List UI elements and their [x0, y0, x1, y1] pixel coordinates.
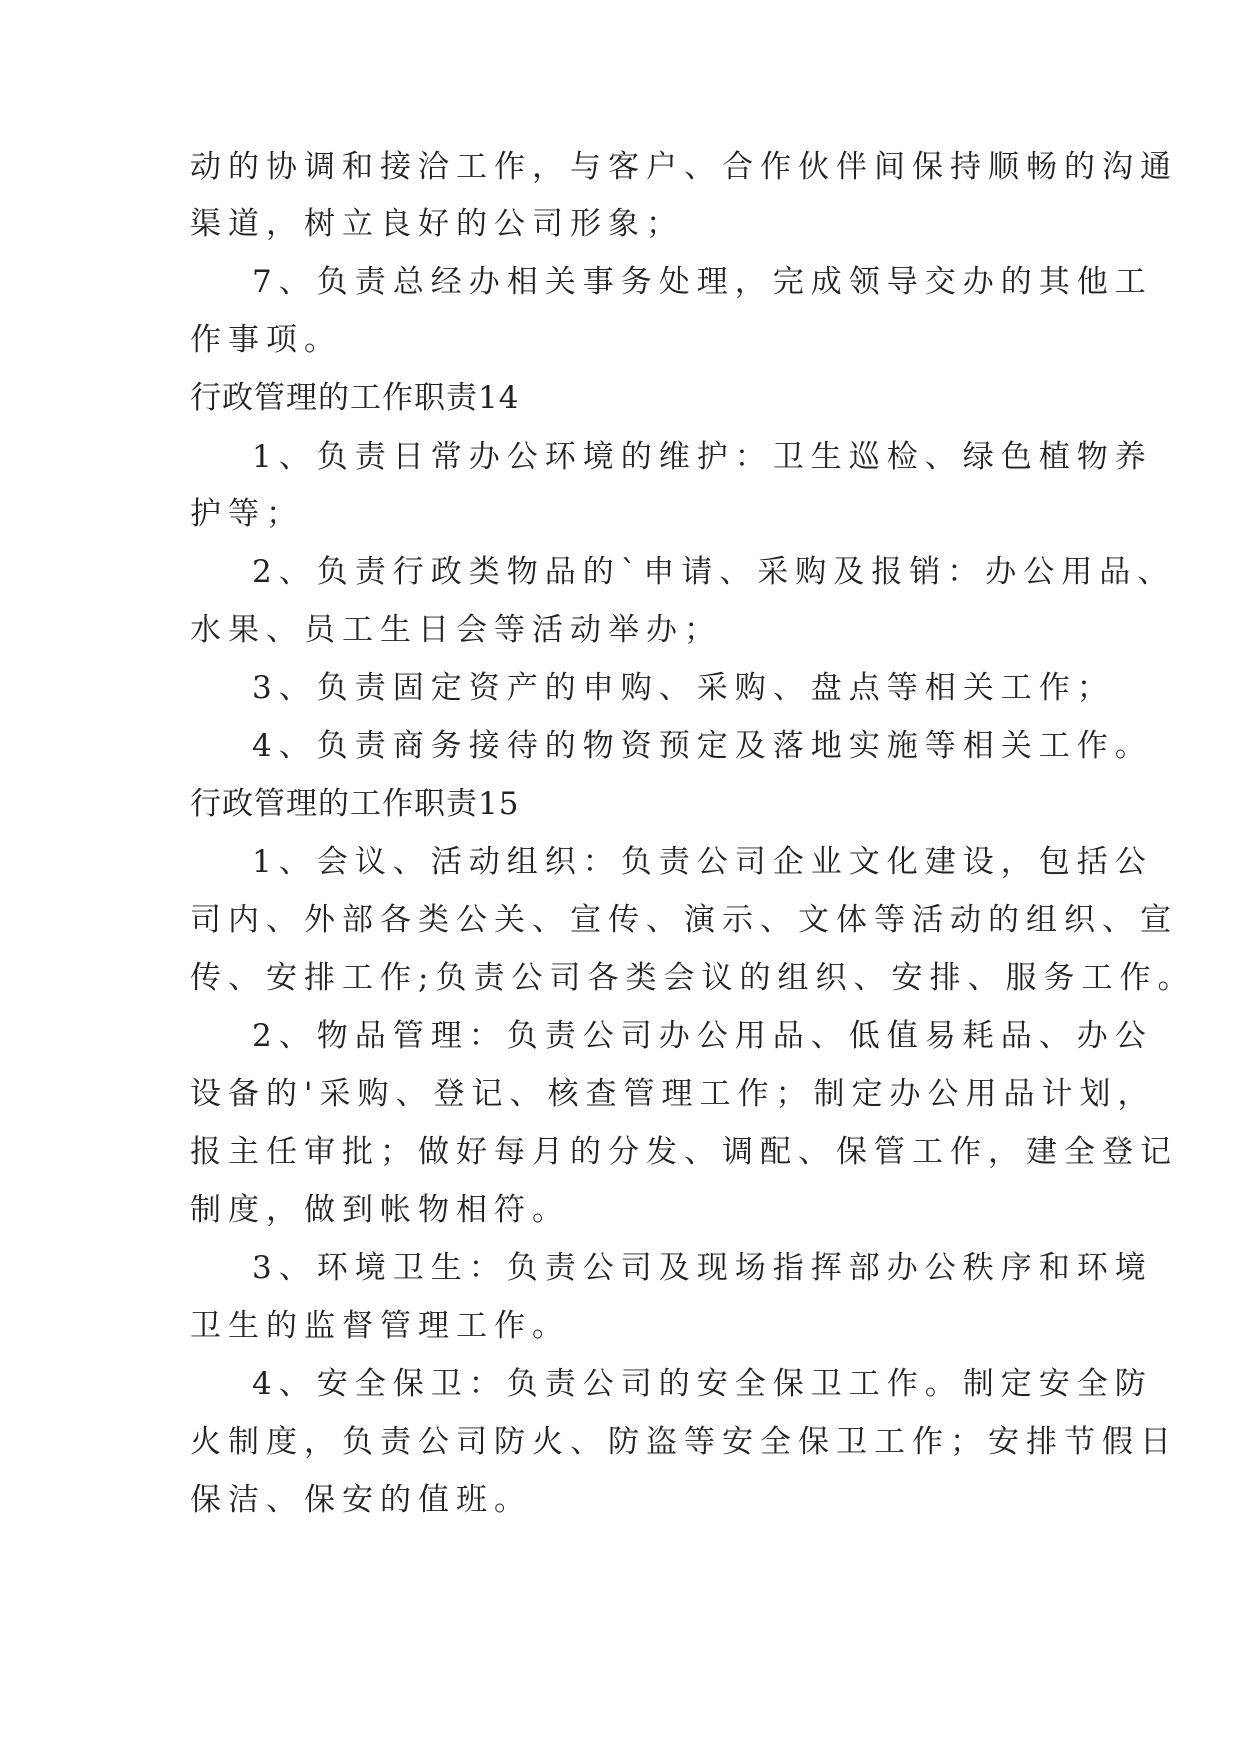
body-text-line: 卫生的监督管理工作。 [190, 1308, 570, 1344]
list-item-text: 1、会议、活动组织：负责公司企业文化建设，包括公 [252, 844, 1153, 880]
body-text-line: 火制度，负责公司防火、防盗等安全保卫工作；安排节假日 [190, 1424, 1178, 1460]
body-text-line: 水果、员工生日会等活动举办； [190, 612, 722, 648]
body-text-line: 作事项。 [190, 322, 342, 358]
body-text-line: 报主任审批；做好每月的分发、调配、保管工作，建全登记 [190, 1134, 1178, 1170]
body-text-line: 渠道，树立良好的公司形象； [190, 206, 684, 242]
body-text-line: 动的协调和接洽工作，与客户、合作伙伴间保持顺畅的沟通 [190, 149, 1178, 185]
list-item-text: 2、负责行政类物品的`申请、采购及报销：办公用品、 [252, 554, 1176, 590]
body-text-line: 保洁、保安的值班。 [190, 1482, 532, 1518]
section-heading: 行政管理的工作职责14 [190, 380, 520, 416]
list-item-text: 4、安全保卫：负责公司的安全保卫工作。制定安全防 [252, 1366, 1153, 1402]
list-item-text: 7、负责总经办相关事务处理，完成领导交办的其他工 [252, 264, 1153, 300]
list-item-text: 3、环境卫生：负责公司及现场指挥部办公秩序和环境 [252, 1250, 1153, 1286]
list-item-text: 1、负责日常办公环境的维护：卫生巡检、绿色植物养 [252, 439, 1153, 475]
body-text-line: 司内、外部各类公关、宣传、演示、文体等活动的组织、宣 [190, 902, 1178, 938]
list-item-text: 2、物品管理：负责公司办公用品、低值易耗品、办公 [252, 1018, 1153, 1054]
body-text-line: 护等； [190, 496, 304, 532]
section-heading: 行政管理的工作职责15 [190, 786, 520, 822]
list-item-text: 3、负责固定资产的申购、采购、盘点等相关工作； [252, 670, 1115, 706]
body-text-line: 设备的'采购、登记、核查管理工作；制定办公用品计划， [190, 1076, 1156, 1112]
body-text-line: 传、安排工作;负责公司各类会议的组织、安排、服务工作。 [190, 960, 1196, 996]
list-item-text: 4、负责商务接待的物资预定及落地实施等相关工作。 [252, 728, 1153, 764]
body-text-line: 制度，做到帐物相符。 [190, 1192, 570, 1228]
